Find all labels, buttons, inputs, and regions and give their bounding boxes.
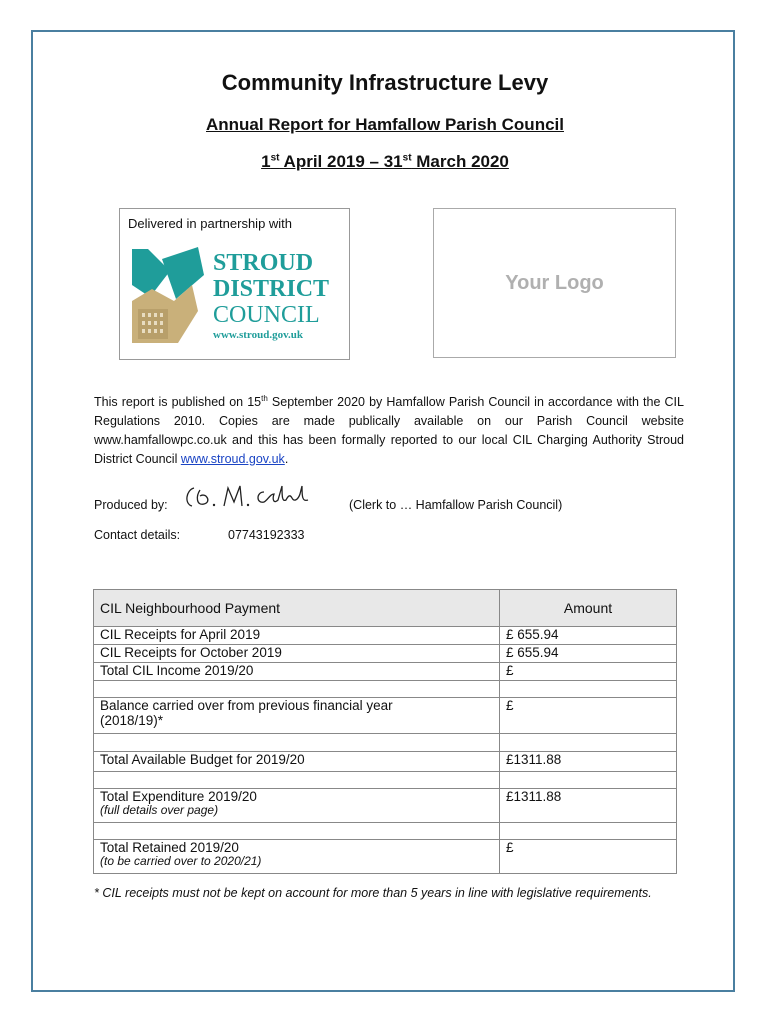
your-logo-text: Your Logo [505,271,604,294]
partner-text: Delivered in partnership with [128,216,293,231]
table-row [94,627,677,645]
your-logo-placeholder [433,208,676,358]
row-label: Balance carried over from previous financial year (2018/19)* [94,698,500,734]
table-row [94,734,677,752]
row-label: Total CIL Income 2019/20 [94,663,500,681]
produced-by-label: Produced by: [94,498,168,512]
row-label: Total Retained 2019/20 (to be carried over to 2020/21) [94,840,500,874]
page-title: Community Infrastructure Levy [221,70,549,95]
report-period: 1st April 2019 – 31st March 2020 [261,152,509,171]
table-row [94,645,677,663]
row-amount [500,734,677,752]
row-amount: £ [500,698,677,734]
table-row [94,840,677,874]
cil-table [93,589,677,874]
table-row [94,789,677,823]
logo-line-3: COUNCIL [213,302,320,328]
table-header [94,590,677,627]
report-paragraph: This report is published on 15th September 2020 by Hamfallow Parish Council in accordance with the CIL Regulations 2010. Copies are made publically available on our Parish Council website www.hamfallowpc.co.uk and this has been formally reported to our local CIL Charging Authority Stroud District Council www.stroud.gov.uk. [94,394,684,467]
signature [178,476,328,516]
footnote: * CIL receipts must not be kept on account for more than 5 years in line with legislative requirements. [94,886,652,900]
row-label: CIL Receipts for October 2019 [94,645,500,663]
stroud-district-council-logo [130,245,344,345]
row-sublabel: (full details over page) [100,803,219,817]
row-amount: £ 655.94 [500,627,677,645]
header-amount: Amount [500,590,677,627]
table-row [94,681,677,698]
logo-line-2: DISTRICT [213,276,330,302]
table-row [94,698,677,734]
row-amount [500,681,677,698]
row-label [94,772,500,789]
row-amount: £1311.88 [500,752,677,772]
row-sublabel: (to be carried over to 2020/21) [100,854,262,868]
row-amount: £ [500,840,677,874]
contact-value: 07743192333 [228,528,305,542]
row-amount: £1311.88 [500,789,677,823]
row-label [94,823,500,840]
partner-box [119,208,350,360]
logo-url: www.stroud.gov.uk [213,329,303,341]
table-row [94,663,677,681]
table-row [94,772,677,789]
header-payment: CIL Neighbourhood Payment [94,590,500,627]
table-row [94,752,677,772]
row-label: CIL Receipts for April 2019 [94,627,500,645]
stroud-link[interactable]: www.stroud.gov.uk [180,452,285,467]
row-label [94,681,500,698]
row-amount [500,823,677,840]
contact-label: Contact details: [94,528,181,542]
clerk-text: (Clerk to … Hamfallow Parish Council) [349,498,563,512]
row-label: Total Available Budget for 2019/20 [94,752,500,772]
row-label: Total Expenditure 2019/20 (full details over page) [94,789,500,823]
report-subtitle: Annual Report for Hamfallow Parish Council [206,115,564,134]
row-amount: £ 655.94 [500,645,677,663]
table-row [94,823,677,840]
row-amount [500,772,677,789]
row-label [94,734,500,752]
row-amount: £ [500,663,677,681]
logo-line-1: STROUD [213,250,314,276]
